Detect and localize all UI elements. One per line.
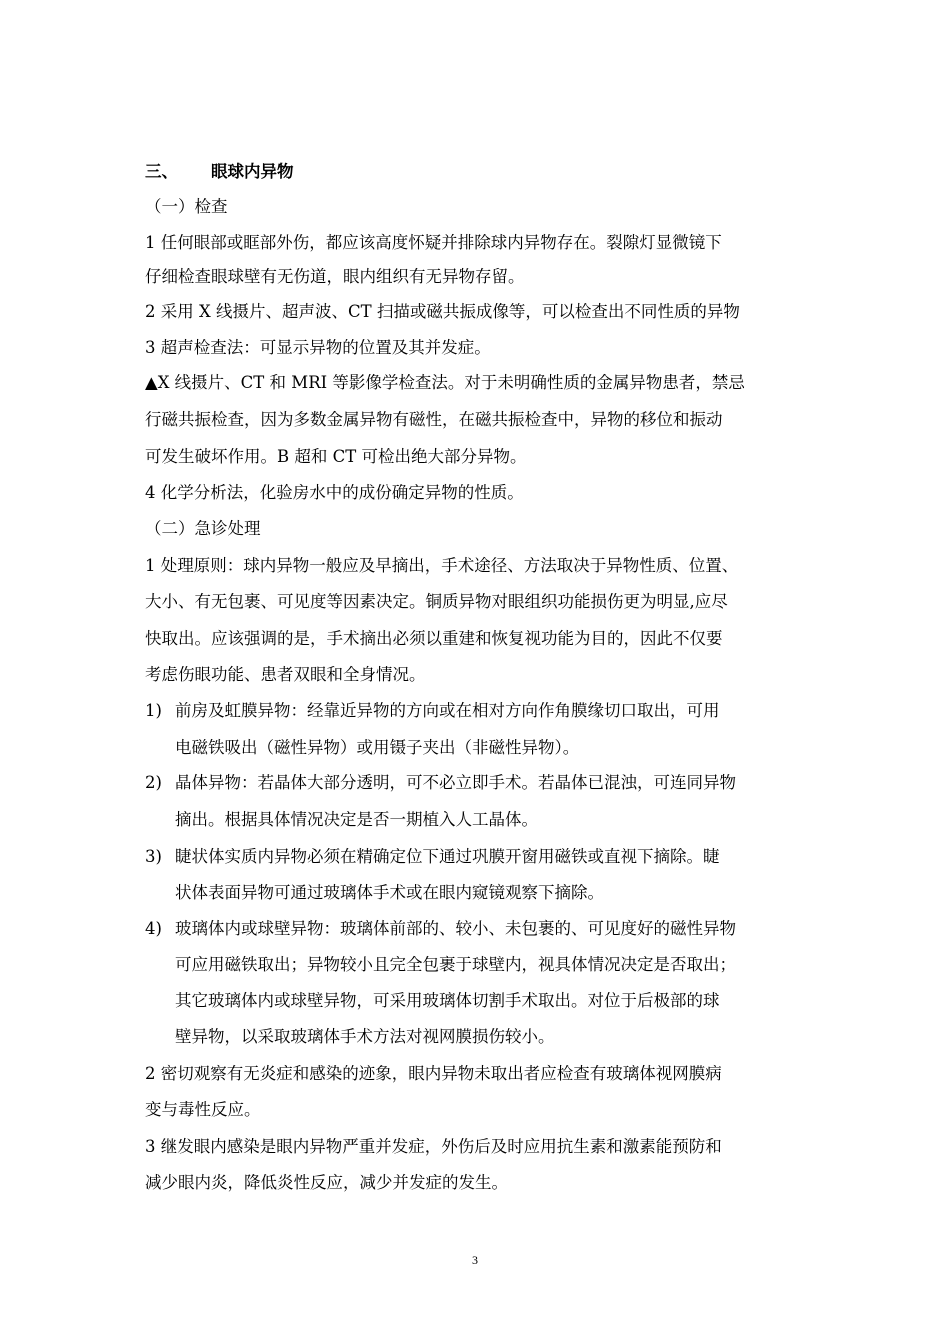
paragraph-line: 可发生破坏作用。B 超和 CT 可检出绝大部分异物。 xyxy=(145,447,527,466)
section-heading xyxy=(145,161,294,183)
paragraph-line: 变与毒性反应。 xyxy=(145,1100,261,1119)
paragraph-line: 3 超声检查法：可显示异物的位置及其并发症。 xyxy=(145,338,491,357)
paragraph-line: 考虑伤眼功能、患者双眼和全身情况。 xyxy=(145,665,426,684)
list-item-line: 状体表面异物可通过玻璃体手术或在眼内窥镜观察下摘除。 xyxy=(175,883,604,902)
section-title: 眼球内异物 xyxy=(211,162,294,181)
list-item-line: 壁异物，以采取玻璃体手术方法对视网膜损伤较小。 xyxy=(175,1027,555,1046)
list-item-number: 2) xyxy=(145,773,162,792)
subsection-heading-treatment: （二）急诊处理 xyxy=(145,519,261,538)
list-item-line: 玻璃体内或球壁异物：玻璃体前部的、较小、未包裹的、可见度好的磁性异物 xyxy=(175,919,736,938)
list-item-line: 摘出。根据具体情况决定是否一期植入人工晶体。 xyxy=(175,810,538,829)
paragraph-line: ▲X 线摄片、CT 和 MRI 等影像学检查法。对于未明确性质的金属异物患者，禁忌 xyxy=(145,373,745,392)
list-item-number: 3) xyxy=(145,847,162,866)
paragraph-line: 3 继发眼内感染是眼内异物严重并发症，外伤后及时应用抗生素和激素能预防和 xyxy=(145,1137,722,1156)
paragraph-line: 减少眼内炎，降低炎性反应，减少并发症的发生。 xyxy=(145,1173,508,1192)
list-item-line: 睫状体实质内异物必须在精确定位下通过巩膜开窗用磁铁或直视下摘除。睫 xyxy=(175,847,720,866)
subsection-heading-check: （一）检查 xyxy=(145,197,228,216)
list-item-number: 1) xyxy=(145,701,162,720)
list-item-line: 晶体异物：若晶体大部分透明，可不必立即手术。若晶体已混浊，可连同异物 xyxy=(175,773,736,792)
list-item-line: 电磁铁吸出（磁性异物）或用镊子夹出（非磁性异物）。 xyxy=(175,738,580,757)
paragraph-line: 1 任何眼部或眶部外伤，都应该高度怀疑并排除球内异物存在。裂隙灯显微镜下 xyxy=(145,233,722,252)
paragraph-line: 1 处理原则：球内异物一般应及早摘出，手术途径、方法取决于异物性质、位置、 xyxy=(145,556,739,575)
list-item-line: 可应用磁铁取出；异物较小且完全包裹于球壁内，视具体情况决定是否取出； xyxy=(175,955,736,974)
paragraph-line: 2 采用 X 线摄片、超声波、CT 扫描或磁共振成像等，可以检查出不同性质的异物 xyxy=(145,302,740,321)
list-item-number: 4) xyxy=(145,919,162,938)
paragraph-line: 2 密切观察有无炎症和感染的迹象，眼内异物未取出者应检查有玻璃体视网膜病 xyxy=(145,1064,722,1083)
page-number: 3 xyxy=(472,1253,478,1267)
paragraph-line: 快取出。应该强调的是，手术摘出必须以重建和恢复视功能为目的，因此不仅要 xyxy=(145,629,723,648)
list-item-line: 其它玻璃体内或球壁异物，可采用玻璃体切割手术取出。对位于后极部的球 xyxy=(175,991,720,1010)
paragraph-line: 4 化学分析法，化验房水中的成份确定异物的性质。 xyxy=(145,483,524,502)
paragraph-line: 行磁共振检查，因为多数金属异物有磁性，在磁共振检查中，异物的移位和振动 xyxy=(145,410,723,429)
list-item-line: 前房及虹膜异物：经靠近异物的方向或在相对方向作角膜缘切口取出，可用 xyxy=(175,701,720,720)
section-number: 三、 xyxy=(145,162,178,181)
paragraph-line: 仔细检查眼球壁有无伤道，眼内组织有无异物存留。 xyxy=(145,267,525,286)
paragraph-line: 大小、有无包裹、可见度等因素决定。铜质异物对眼组织功能损伤更为明显,应尽 xyxy=(145,592,728,611)
